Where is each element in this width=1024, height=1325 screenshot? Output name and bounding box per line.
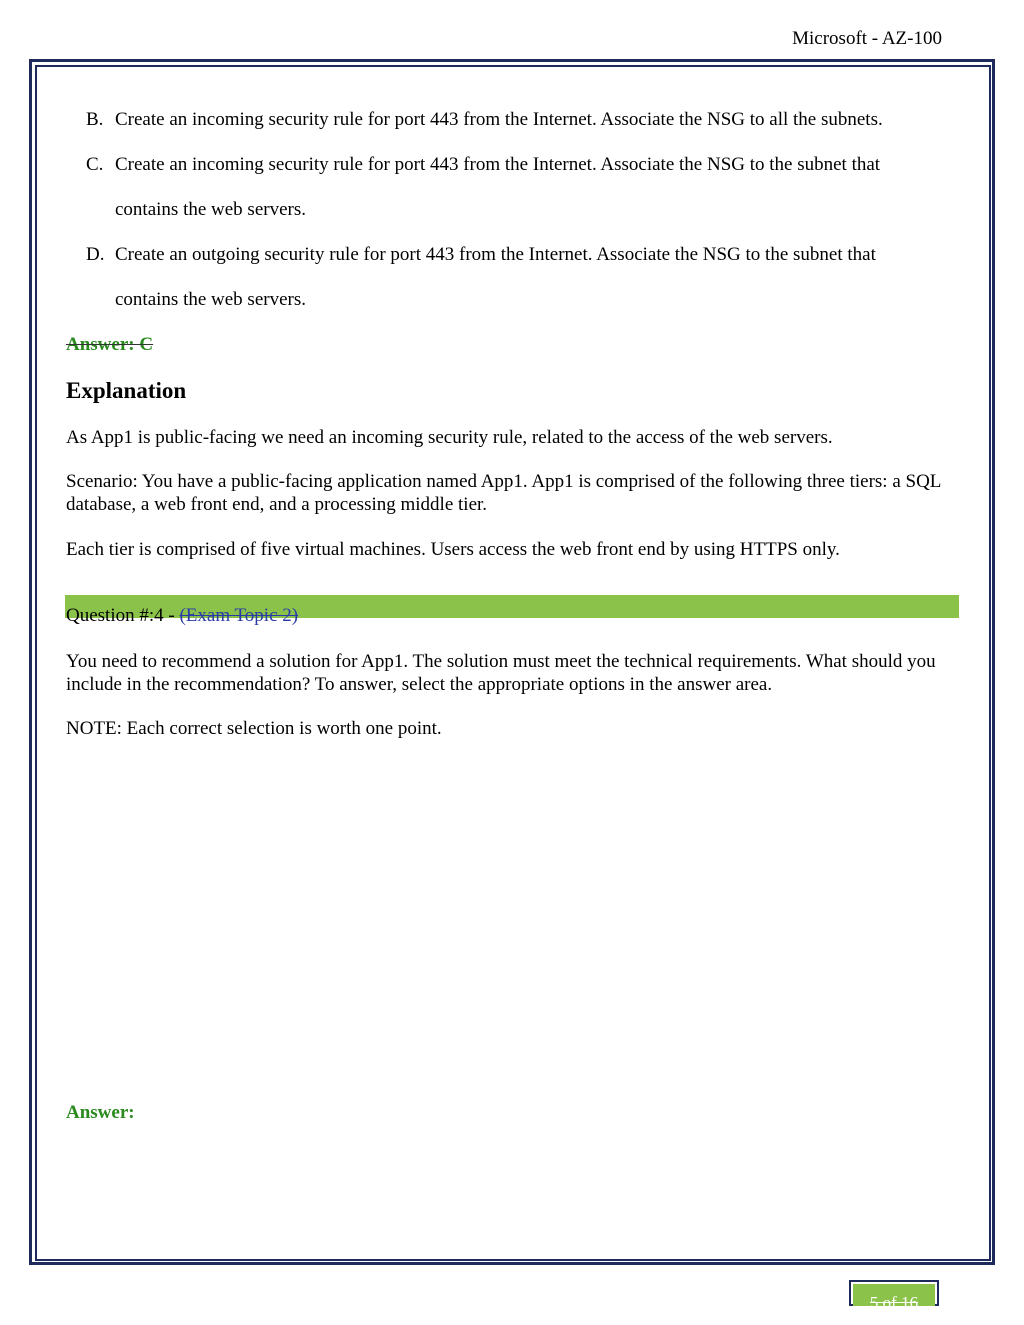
option-c-continued	[86, 187, 946, 232]
explanation-heading: Explanation	[66, 378, 187, 403]
option-text: Create an outgoing security rule for port 443 from the Internet. Associate the NSG to the subnet that	[115, 244, 876, 265]
answer-label: Answer:	[66, 1102, 135, 1123]
explanation-paragraph: Each tier is comprised of five virtual machines. Users access the web front end by using HTTPS only.	[66, 539, 840, 560]
question-number: Question #:4 -	[66, 605, 180, 626]
option-letter: B.	[86, 109, 104, 130]
question-note: NOTE: Each correct selection is worth one point.	[66, 718, 442, 739]
document-header-title: Microsoft - AZ-100	[792, 28, 942, 49]
answer-line: Answer: C	[66, 334, 154, 355]
option-letter: C.	[86, 154, 104, 175]
explanation-paragraph: Scenario: You have a public-facing application named App1. App1 is comprised of the following three tiers: a SQL database, a web front end, and a processing middle tier.	[66, 471, 941, 515]
option-text: contains the web servers.	[115, 199, 306, 220]
question-title	[66, 604, 298, 627]
option-b	[86, 97, 946, 142]
option-text: contains the web servers.	[115, 289, 306, 310]
option-text: Create an incoming security rule for port 443 from the Internet. Associate the NSG to the subnet that	[115, 154, 881, 175]
option-text: Create an incoming security rule for port 443 from the Internet. Associate the NSG to all the subnets.	[115, 109, 883, 130]
question-paragraph: You need to recommend a solution for App1. The solution must meet the technical requirements. What should you include in the recommendation? To answer, select the appropriate options in the answer area.	[66, 651, 936, 695]
option-c	[86, 142, 946, 187]
page-number: 5 of 16	[869, 1293, 919, 1312]
option-d	[86, 232, 946, 277]
option-d-continued	[86, 277, 946, 322]
option-letter: D.	[86, 244, 105, 265]
explanation-paragraph: As App1 is public-facing we need an incoming security rule, related to the access of the web servers.	[66, 427, 833, 448]
question-topic: (Exam Topic 2)	[179, 605, 299, 626]
